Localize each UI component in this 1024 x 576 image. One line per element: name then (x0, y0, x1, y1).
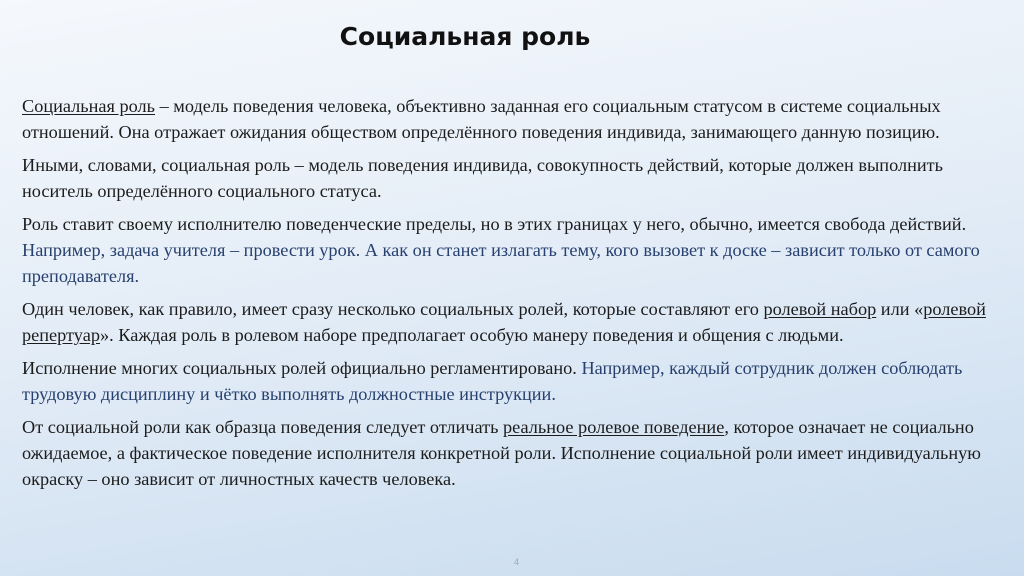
role-limits-text: Роль ставит своему исполнителю поведенческие пределы, но в этих границах у него, обычно, имеется свобода действий. (22, 214, 967, 234)
slide-body (22, 93, 1010, 499)
definition-text: – модель поведения человека, объективно заданная его социальным статусом в системе социальных отношений. Она отражает ожидания обществом определённого поведения индивида, занимающего данную позицию. (22, 96, 941, 142)
restatement-text: Иными, словами, социальная роль – модель поведения индивида, совокупность действий, которые должен выполнить носитель определённого социального статуса. (22, 155, 944, 201)
paragraph-restatement (22, 152, 1010, 204)
slide-title: Социальная роль (339, 22, 591, 51)
term-role-repertoire: ролевой репертуар (22, 299, 986, 345)
page-number: 4 (514, 557, 520, 567)
real-behavior-text-2: , которое означает не социально ожидаемое, а фактическое поведение исполнителя конкретной роли. Исполнение социальной роли имеет индивидуальную окраску – оно зависит от личностных качеств человека. (22, 417, 981, 489)
paragraph-regulation (22, 355, 1010, 407)
paragraph-definition (22, 93, 1010, 145)
paragraph-real-behavior (22, 414, 1010, 492)
term-social-role: Социальная роль (22, 96, 156, 116)
role-set-text-1: Один человек, как правило, имеет сразу несколько социальных ролей, которые составляют его (22, 299, 764, 319)
teacher-example: Например, задача учителя – провести урок. А как он станет излагать тему, кого вызовет к доске – зависит только от самого преподавателя. (22, 240, 980, 286)
regulation-text: Исполнение многих социальных ролей официально регламентировано. (22, 358, 582, 378)
term-real-role-behavior: реальное ролевое поведение (503, 417, 725, 437)
role-set-text-2: или « (876, 299, 924, 319)
real-behavior-text-1: От социальной роли как образца поведения следует отличать (22, 417, 504, 437)
employee-example: Например, каждый сотрудник должен соблюдать трудовую дисциплину и чётко выполнять должностные инструкции. (22, 358, 963, 404)
paragraph-role-set (22, 296, 1010, 348)
role-set-text-3: ». Каждая роль в ролевом наборе предполагает особую манеру поведения и общения с людьми. (99, 325, 844, 345)
term-role-set: ролевой набор (763, 299, 877, 319)
paragraph-role-limits (22, 211, 1010, 289)
